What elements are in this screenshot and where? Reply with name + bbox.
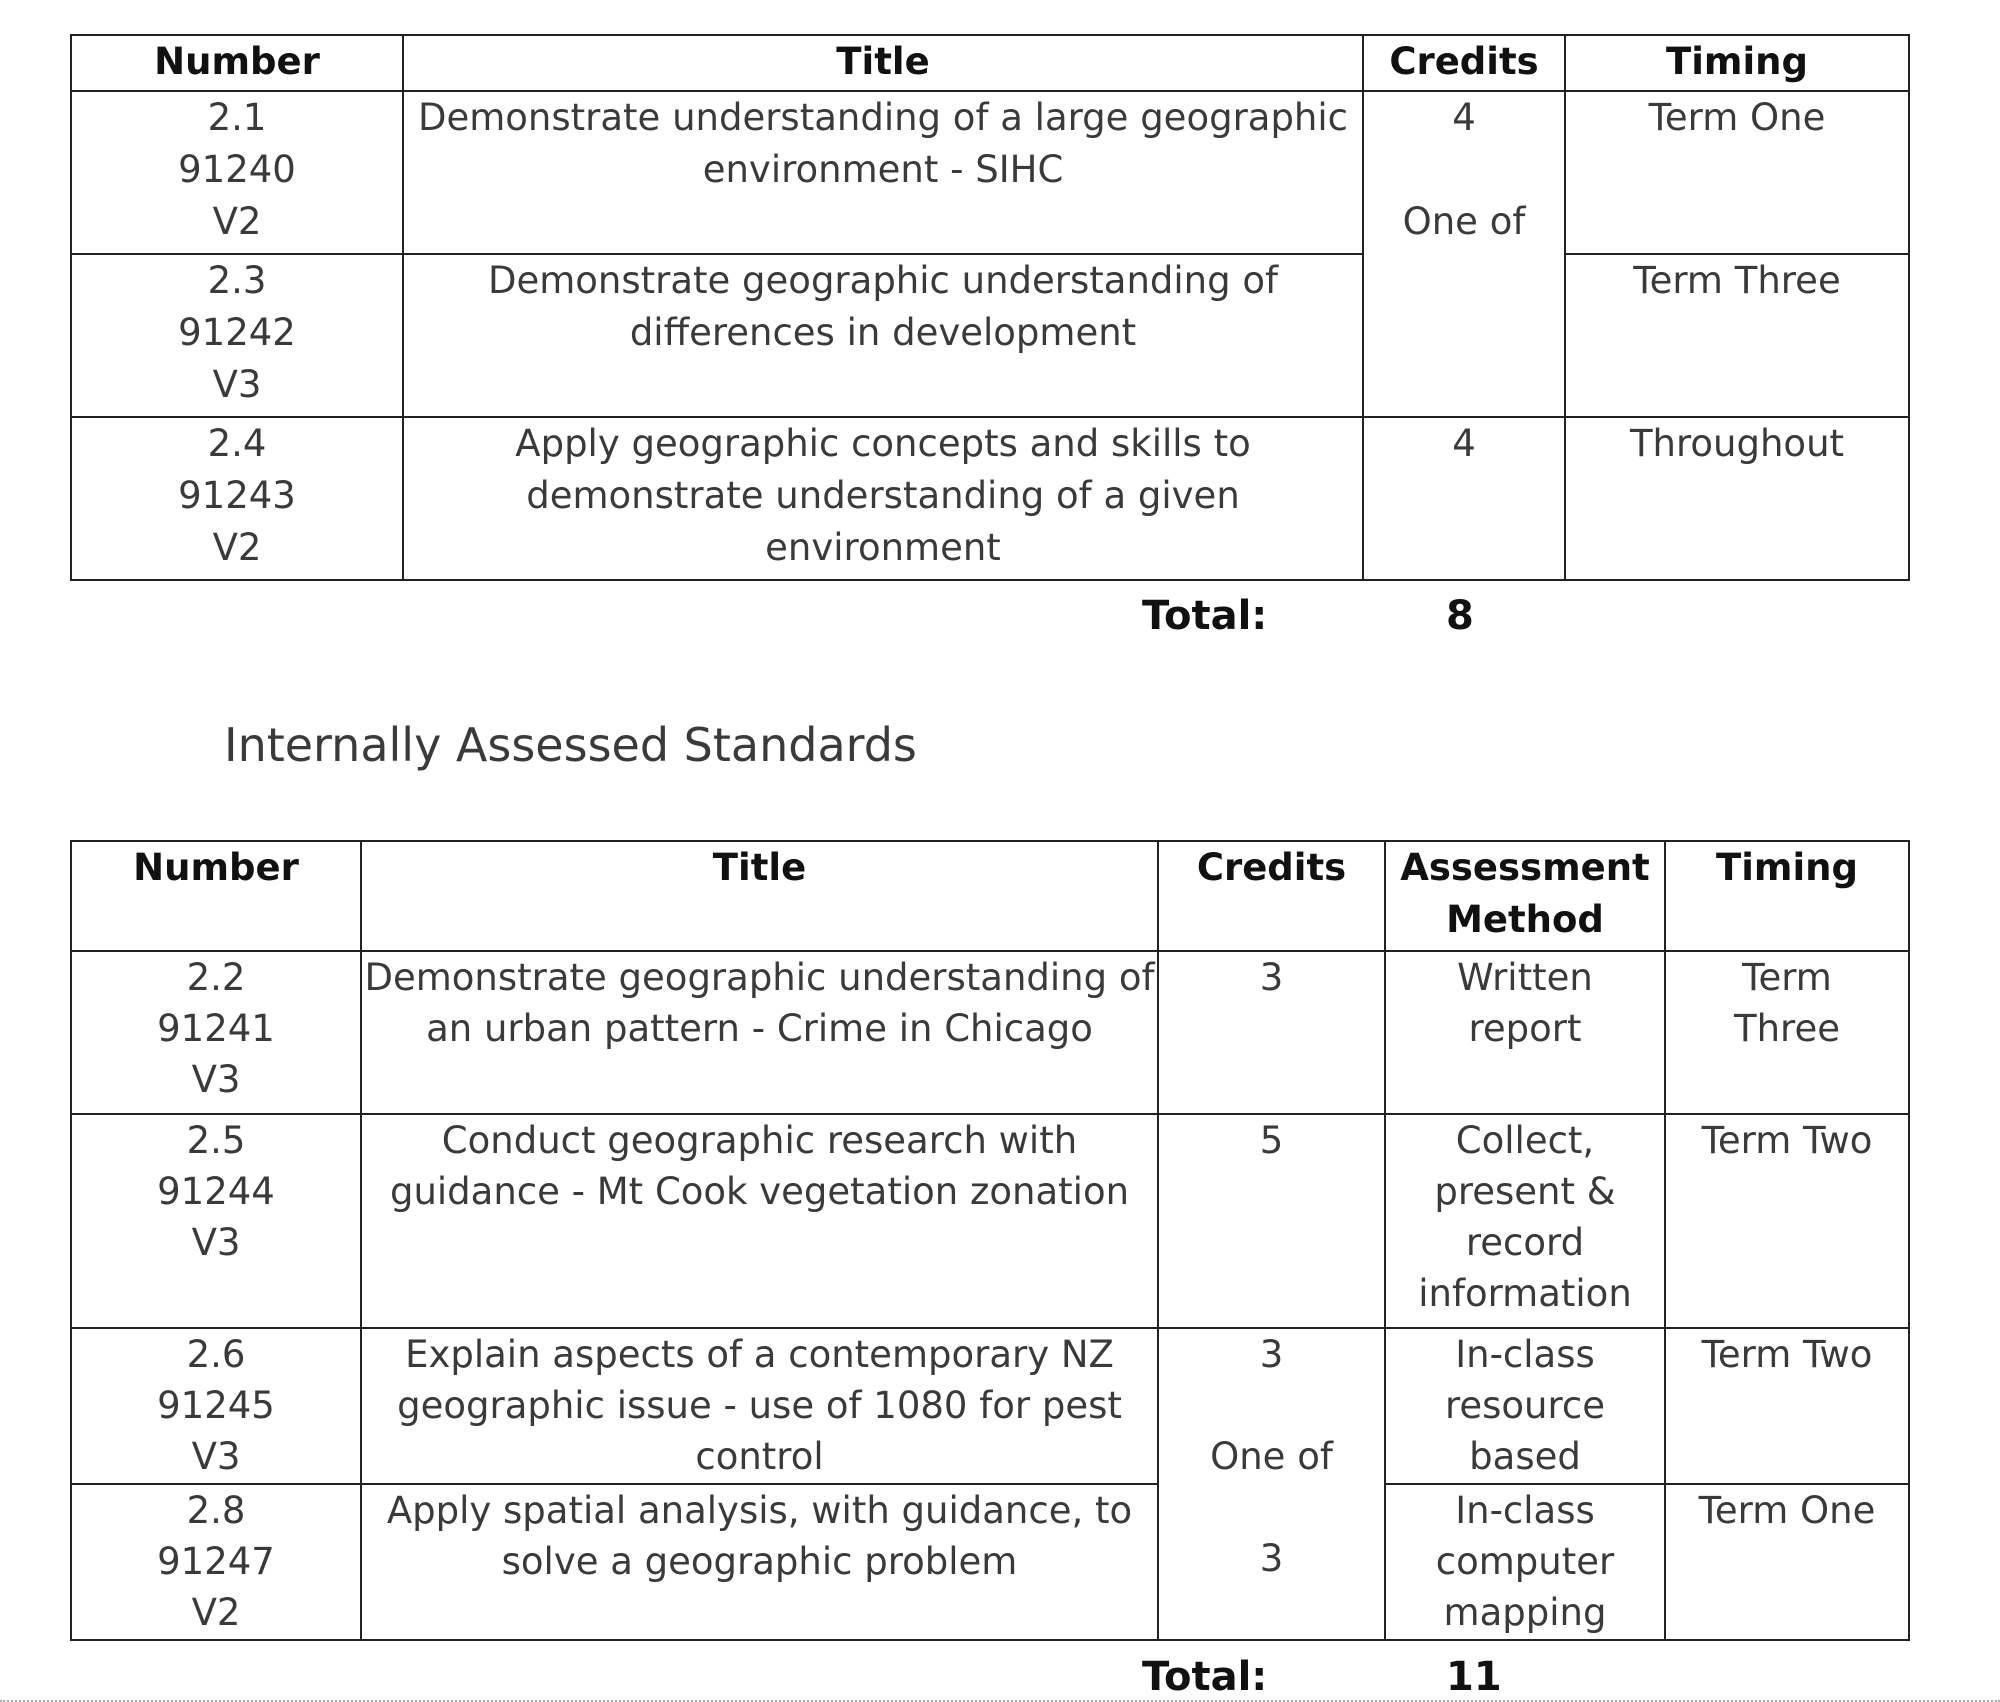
internal-total-label: Total: [1142, 1654, 1268, 1700]
cell-number: 2.6 91245 V3 [71, 1328, 361, 1484]
cell-number: 2.1 91240 V2 [71, 91, 403, 254]
cell-credits: 3 [1158, 951, 1385, 1114]
external-total-label: Total: [1142, 593, 1268, 639]
cell-method: Written report [1385, 951, 1665, 1114]
cell-timing: Term Two [1665, 1328, 1909, 1484]
internal-standards-table [70, 840, 1910, 1641]
cell-title: Demonstrate geographic understanding of differences in development [403, 254, 1363, 417]
table-row [71, 951, 1909, 1114]
external-total-value: 8 [1446, 593, 1474, 639]
header-timing: Timing [1665, 841, 1909, 951]
header-credits: Credits [1158, 841, 1385, 951]
cell-method: In-class computer mapping [1385, 1484, 1665, 1640]
table-row [71, 91, 1909, 254]
cell-timing: Throughout [1565, 417, 1909, 580]
table-row [71, 1114, 1909, 1328]
cell-credits: 5 [1158, 1114, 1385, 1328]
cell-title: Demonstrate understanding of a large geographic environment - SIHC [403, 91, 1363, 254]
cell-number: 2.3 91242 V3 [71, 254, 403, 417]
cell-credits-group: 4 One of [1363, 91, 1565, 417]
cell-timing: Term One [1665, 1484, 1909, 1640]
table-row [71, 1484, 1909, 1640]
cell-credits: 4 [1363, 417, 1565, 580]
header-credits: Credits [1363, 35, 1565, 91]
cell-timing: Term One [1565, 91, 1909, 254]
header-timing: Timing [1565, 35, 1909, 91]
cell-title: Conduct geographic research with guidance - Mt Cook vegetation zonation [361, 1114, 1158, 1328]
table-row [71, 254, 1909, 417]
cell-title: Apply geographic concepts and skills to demonstrate understanding of a given environment [403, 417, 1363, 580]
cell-number: 2.2 91241 V3 [71, 951, 361, 1114]
cell-title: Demonstrate geographic understanding of an urban pattern - Crime in Chicago [361, 951, 1158, 1114]
section-title: Internally Assessed Standards [224, 718, 917, 772]
header-assessment-method: Assessment Method [1385, 841, 1665, 951]
table-header-row [71, 35, 1909, 91]
table-header-row [71, 841, 1909, 951]
cell-number: 2.8 91247 V2 [71, 1484, 361, 1640]
cell-method: Collect, present & record information [1385, 1114, 1665, 1328]
internal-total-value: 11 [1446, 1654, 1502, 1700]
cell-number: 2.4 91243 V2 [71, 417, 403, 580]
cell-timing: Term Three [1665, 951, 1909, 1114]
cell-timing: Term Three [1565, 254, 1909, 417]
cell-title: Apply spatial analysis, with guidance, to solve a geographic problem [361, 1484, 1158, 1640]
header-number: Number [71, 35, 403, 91]
header-title: Title [361, 841, 1158, 951]
cell-method: In-class resource based [1385, 1328, 1665, 1484]
table-row [71, 417, 1909, 580]
cell-number: 2.5 91244 V3 [71, 1114, 361, 1328]
header-number: Number [71, 841, 361, 951]
cell-credits-group: 3 One of 3 [1158, 1328, 1385, 1640]
cell-title: Explain aspects of a contemporary NZ geographic issue - use of 1080 for pest control [361, 1328, 1158, 1484]
table-row [71, 1328, 1909, 1484]
external-standards-table [70, 34, 1910, 581]
cell-timing: Term Two [1665, 1114, 1909, 1328]
header-title: Title [403, 35, 1363, 91]
